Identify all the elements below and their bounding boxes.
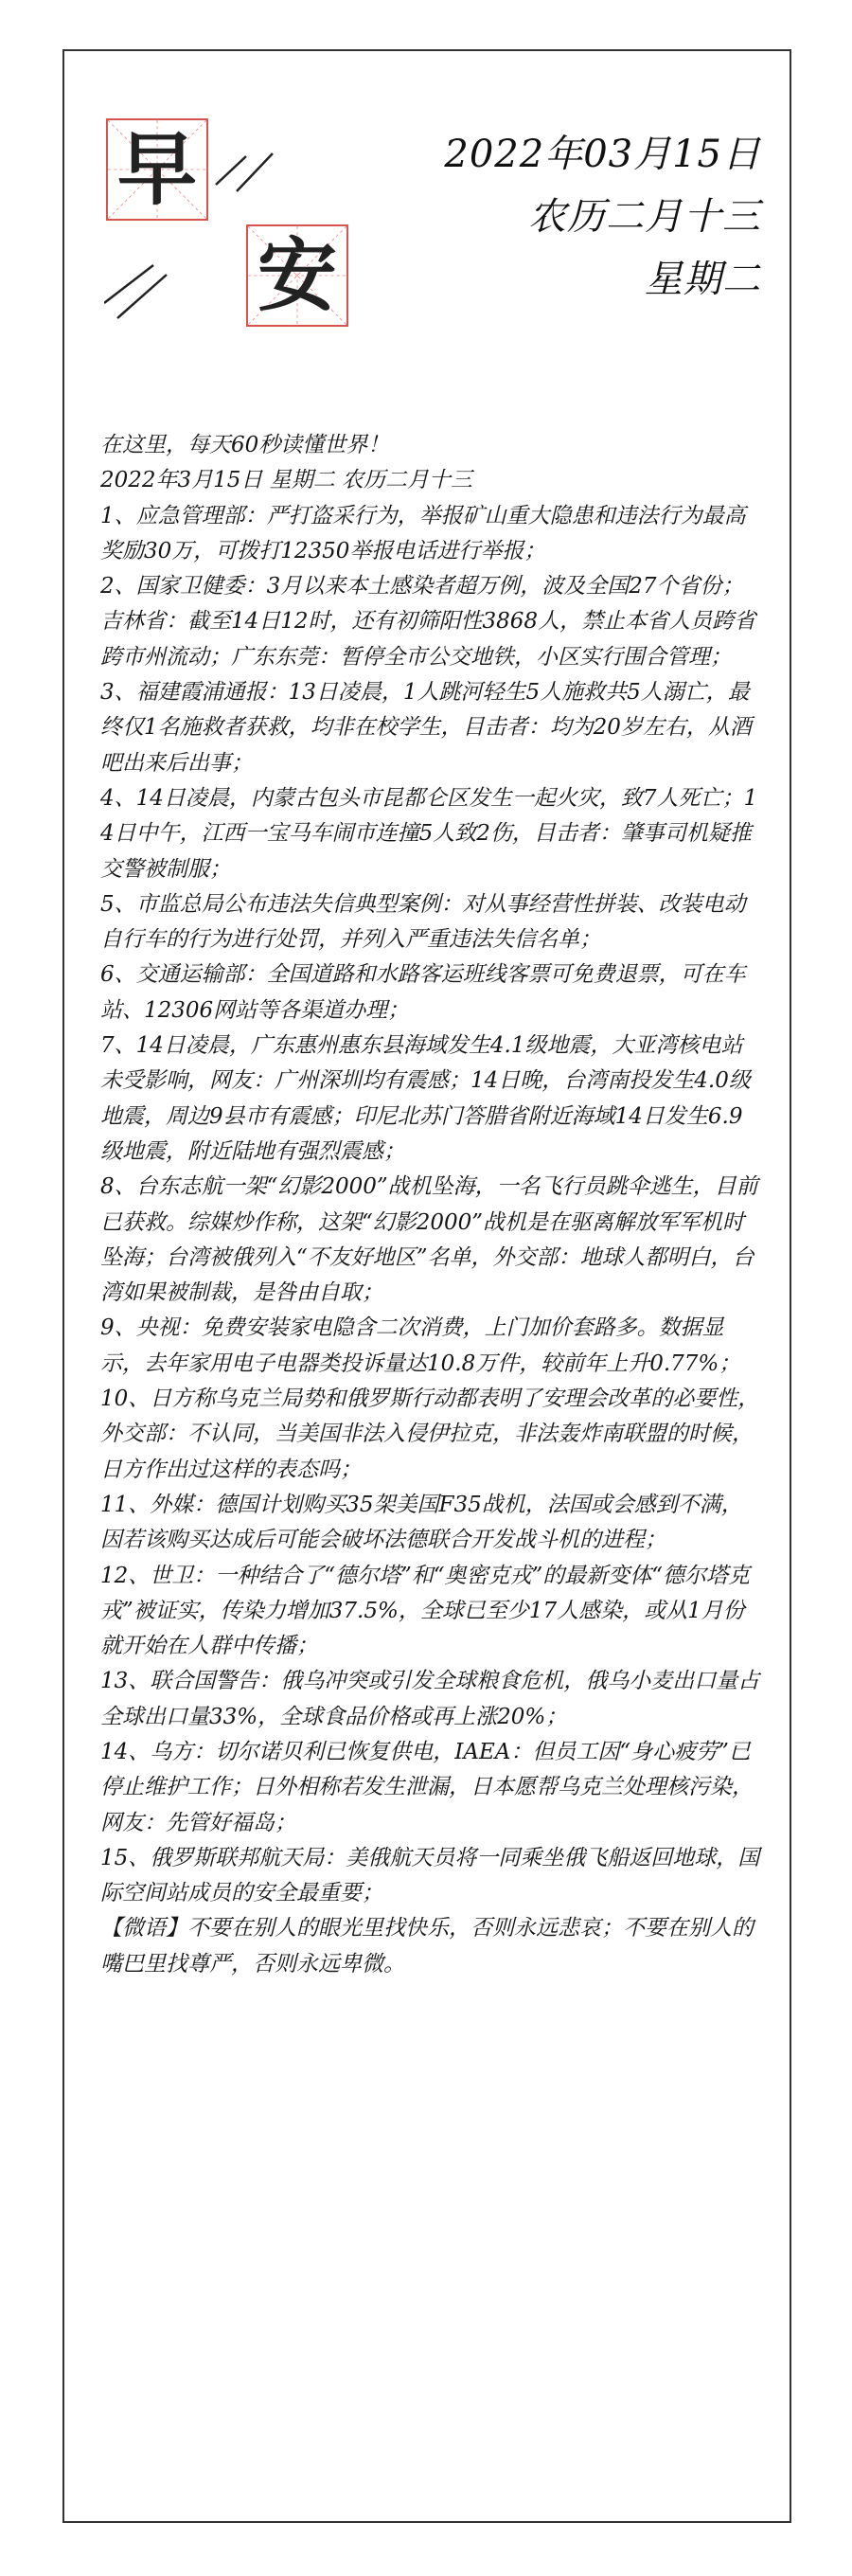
title-char-box-zao xyxy=(106,118,208,221)
gregorian-date: 2022年03月15日 xyxy=(444,133,761,176)
news-content xyxy=(100,428,763,1982)
daily-quote: 【微语】不要在别人的眼光里找快乐，否则永远悲哀；不要在别人的嘴巴里找尊严，否则永远卑微。 xyxy=(100,1916,754,1977)
news-item: 14、乌方：切尔诺贝利已恢复供电，IAEA：但员工因“身心疲劳”已停止维护工作；日外相称若发生泄漏，日本愿帮乌克兰处理核污染，网友：先管好福岛； xyxy=(100,1739,754,1835)
news-item: 6、交通运输部：全国道路和水路客运班线客票可免费退票，可在车站、12306网站等各渠道办理； xyxy=(100,962,746,1023)
intro-line: 在这里，每天60秒读懂世界！ xyxy=(100,433,390,457)
news-item: 2、国家卫健委：3月以来本土感染者超万例，波及全国27个省份；吉林省：截至14日12时，还有初筛阳性3868人，禁止本省人员跨省跨市州流动；广东东莞：暂停全市公交地铁，小区实行围合管理； xyxy=(100,574,756,670)
news-item: 7、14日凌晨，广东惠州惠东县海域发生4.1级地震，大亚湾核电站未受影响，网友：广州深圳均有震感；14日晚，台湾南投发生4.0级地震，周边9县市有震感；印尼北苏门答腊省附近海域14日发生6.9级地震，附近陆地有强烈震感； xyxy=(100,1033,751,1164)
title-char-an: 安 xyxy=(257,229,337,322)
title-char-zao: 早 xyxy=(116,123,197,216)
date-summary-line: 2022年3月15日 星期二 农历二月十三 xyxy=(100,468,473,493)
news-item: 4、14日凌晨，内蒙古包头市昆都仑区发生一起火灾，致7人死亡；14日中午，江西一宝马车闹市连撞5人致2伤，目击者：肇事司机疑推交警被制服； xyxy=(100,785,758,882)
title-char-box-an xyxy=(246,224,348,327)
news-item: 9、央视：免费安装家电隐含二次消费，上门加价套路多。数据显示，去年家用电子电器类投诉量达10.8万件，较前年上升0.77%； xyxy=(100,1315,741,1376)
news-item: 15、俄罗斯联邦航天局：美俄航天员将一同乘坐俄飞船返回地球，国际空间站成员的安全最重要； xyxy=(100,1845,760,1906)
news-item: 8、台东志航一架“幻影2000”战机坠海，一名飞行员跳伞逃生，目前已获救。综媒炒作称，这架“幻影2000”战机是在驱离解放军军机时坠海；台湾被俄列入“不友好地区”名单，外交部：地球人都明白，台湾如果被制裁，是咎由自取； xyxy=(100,1174,758,1306)
news-item: 12、世卫：一种结合了“德尔塔”和“奥密克戎”的最新变体“德尔塔克戎”被证实，传染力增加37.5%，全球已至少17人感染，或从1月份就开始在人群中传播； xyxy=(100,1563,751,1659)
news-item: 10、日方称乌克兰局势和俄罗斯行动都表明了安理会改革的必要性，外交部：不认同，当美国非法入侵伊拉克，非法轰炸南联盟的时候，日方作出过这样的表态吗； xyxy=(100,1386,760,1482)
date-block xyxy=(444,123,761,311)
news-item: 13、联合国警告：俄乌冲突或引发全球粮食危机，俄乌小麦出口量占全球出口量33%，全球食品价格或再上涨20%； xyxy=(100,1669,760,1729)
news-item: 11、外媒：德国计划购买35架美国F35战机，法国或会感到不满，因若该购买达成后可能会破坏法德联合开发战斗机的进程； xyxy=(100,1492,743,1553)
news-item: 1、应急管理部：严打盗采行为，举报矿山重大隐患和违法行为最高奖励30万，可拨打12350举报电话进行举报； xyxy=(100,503,746,564)
weekday: 星期二 xyxy=(645,258,761,301)
news-item: 5、市监总局公布违法失信典型案例：对从事经营性拼装、改装电动自行车的行为进行处罚，并列入严重违法失信名单； xyxy=(100,891,746,953)
news-item: 3、福建霞浦通报：13日凌晨，1人跳河轻生5人施救共5人溺亡，最终仅1名施救者获救，均非在校学生，目击者：均为20岁左右，从酒吧出来后出事； xyxy=(100,680,752,776)
lunar-date: 农历二月十三 xyxy=(528,195,761,239)
